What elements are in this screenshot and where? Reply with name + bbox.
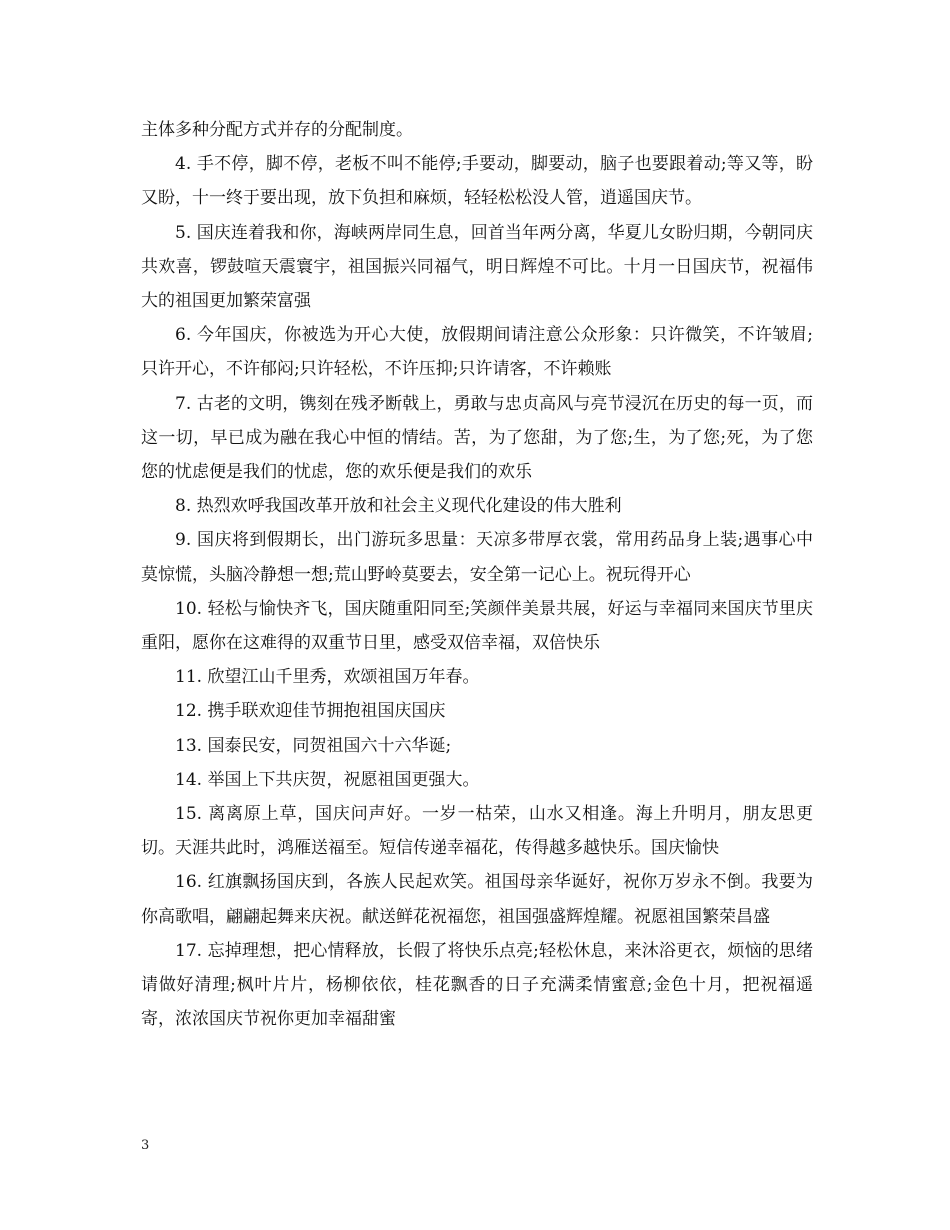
paragraph-13: 15. 离离原上草，国庆问声好。一岁一枯荣，山水又相逢。海上升明月，朋友思更切。天涯共此时，鸿雁送福至。短信传递幸福花，传得越多越快乐。国庆愉快 bbox=[141, 804, 813, 859]
paragraph-9: 11. 欣望江山千里秀，欢颂祖国万年春。 bbox=[175, 667, 480, 688]
paragraph-10: 12. 携手联欢迎佳节拥抱祖国庆国庆 bbox=[175, 701, 446, 722]
paragraph-12: 14. 举国上下共庆贺，祝愿祖国更强大。 bbox=[175, 769, 480, 790]
paragraph-2: 4. 手不停，脚不停，老板不叫不能停;手要动，脚要动，脑子也要跟着动;等又等，盼又盼，十一终于要出现，放下负担和麻烦，轻轻松松没人管，逍遥国庆节。 bbox=[141, 154, 813, 209]
document-body bbox=[141, 113, 813, 1036]
paragraph-5: 7. 古老的文明，镌刻在残矛断戟上，勇敢与忠贞高风与亮节浸沉在历史的每一页，而这一切，早已成为融在我心中恒的情结。苦，为了您甜，为了您;生，为了您;死，为了您您的忧虑便是我们的忧虑，您的欢乐便是我们的欢乐 bbox=[141, 393, 813, 483]
paragraph-11: 13. 国泰民安，同贺祖国六十六华诞; bbox=[175, 735, 452, 756]
paragraph-8: 10. 轻松与愉快齐飞，国庆随重阳同至;笑颜伴美景共展，好运与幸福同来国庆节里庆重阳，愿你在这难得的双重节日里，感受双倍幸福，双倍快乐 bbox=[141, 598, 813, 654]
paragraph-14: 16. 红旗飘扬国庆到，各族人民起欢笑。祖国母亲华诞好，祝你万岁永不倒。我要为你高歌唱，翩翩起舞来庆祝。献送鲜花祝福您，祖国强盛辉煌耀。祝愿祖国繁荣昌盛 bbox=[141, 872, 813, 927]
paragraph-7: 9. 国庆将到假期长，出门游玩多思量：天凉多带厚衣裳，常用药品身上装;遇事心中莫惊慌，头脑冷静想一想;荒山野岭莫要去，安全第一记心上。祝玩得开心 bbox=[141, 530, 813, 585]
paragraph-3: 5. 国庆连着我和你，海峡两岸同生息，回首当年两分离，华夏儿女盼归期，今朝同庆共欢喜，锣鼓喧天震寰宇，祖国振兴同福气，明日辉煌不可比。十月一日国庆节，祝福伟大的祖国更加繁荣富强 bbox=[141, 222, 813, 312]
paragraph-1: 主体多种分配方式并存的分配制度。 bbox=[141, 120, 413, 140]
paragraph-15: 17. 忘掉理想，把心情释放，长假了将快乐点亮;轻松休息，来沐浴更衣，烦恼的思绪请做好清理;枫叶片片，杨柳依依，桂花飘香的日子充满柔情蜜意;金色十月，把祝福遥寄，浓浓国庆节祝你更加幸福甜蜜 bbox=[141, 940, 813, 1030]
paragraph-6: 8. 热烈欢呼我国改革开放和社会主义现代化建设的伟大胜利 bbox=[175, 496, 622, 517]
paragraph-4: 6. 今年国庆，你被选为开心大使，放假期间请注意公众形象：只许微笑，不许皱眉;只许开心，不许郁闷;只许轻松，不许压抑;只许请客，不许赖账 bbox=[141, 325, 813, 380]
page-number: 3 bbox=[141, 1138, 150, 1153]
